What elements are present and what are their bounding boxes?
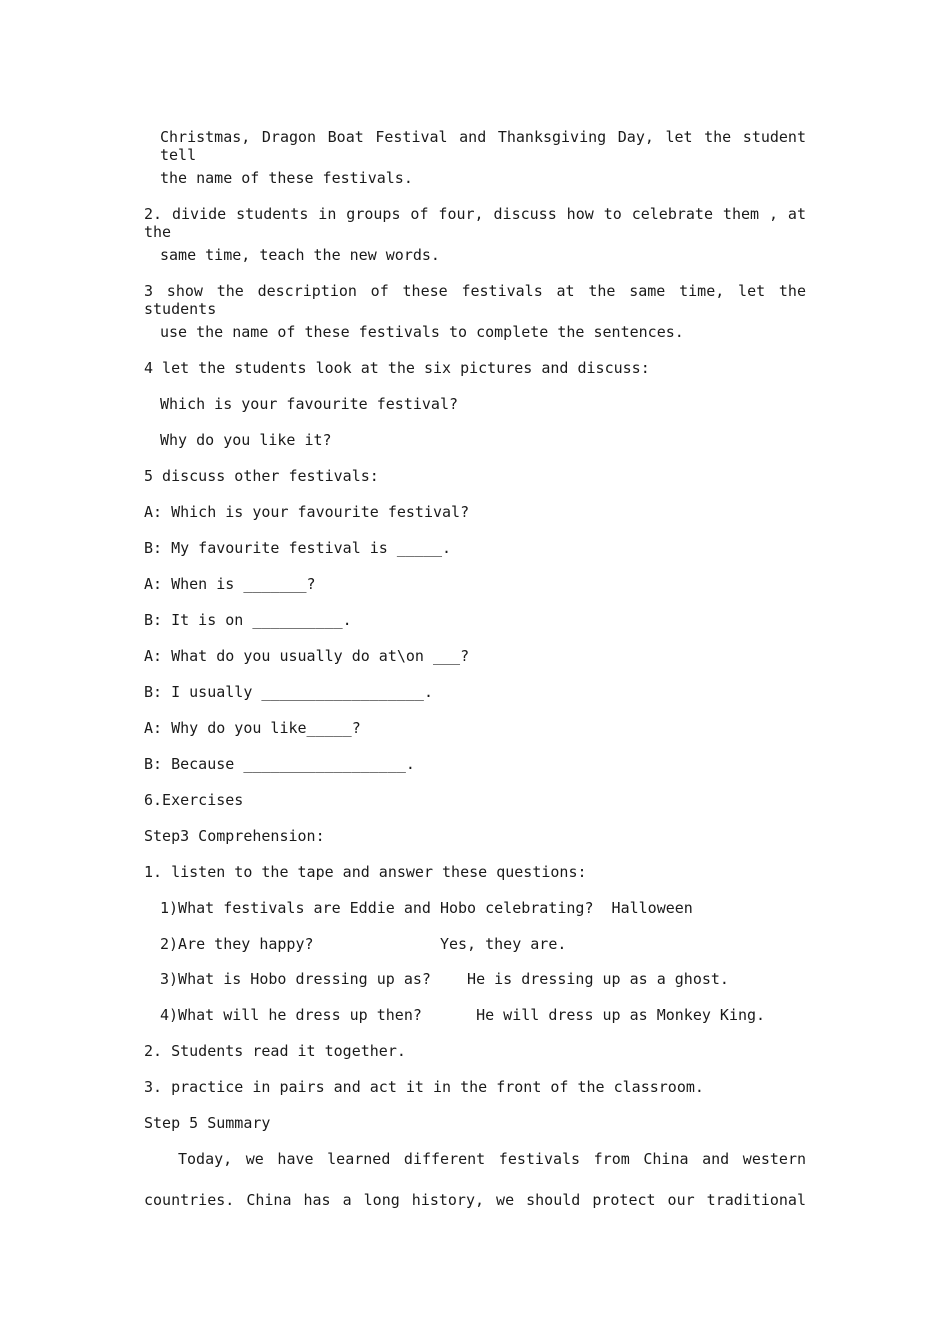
text-line: countries. China has a long history, we should protect our traditional — [144, 1191, 806, 1209]
text-line: 5 discuss other festivals: — [144, 467, 379, 485]
text-line: Which is your favourite festival? — [160, 395, 459, 413]
text-line: 2)Are they happy? Yes, they are. — [160, 935, 567, 953]
text-line: 1. listen to the tape and answer these questions: — [144, 863, 587, 881]
text-line: 2. Students read it together. — [144, 1042, 406, 1060]
text-line: 4 let the students look at the six pictures and discuss: — [144, 359, 650, 377]
text-line: Why do you like it? — [160, 431, 332, 449]
text-line: Step3 Comprehension: — [144, 827, 325, 845]
text-line: 4)What will he dress up then? He will dress up as Monkey King. — [160, 1006, 766, 1024]
text-line: A: Which is your favourite festival? — [144, 503, 470, 521]
text-line: 3 show the description of these festivals at the same time, let the students — [144, 282, 806, 318]
text-line: use the name of these festivals to complete the sentences. — [160, 323, 684, 341]
text-line: B: I usually __________________. — [144, 683, 433, 701]
text-line: Today, we have learned different festivals from China and western — [178, 1150, 806, 1168]
text-line: Step 5 Summary — [144, 1114, 271, 1132]
text-line: A: When is _______? — [144, 575, 316, 593]
text-line: the name of these festivals. — [160, 169, 413, 187]
text-line: same time, teach the new words. — [160, 246, 440, 264]
text-line: 1)What festivals are Eddie and Hobo celebrating? Halloween — [160, 899, 693, 917]
text-line: 6.Exercises — [144, 791, 244, 809]
text-line: 3)What is Hobo dressing up as? He is dressing up as a ghost. — [160, 970, 729, 988]
text-line: A: What do you usually do at\on ___? — [144, 647, 470, 665]
text-line: A: Why do you like_____? — [144, 719, 361, 737]
text-line: 2. divide students in groups of four, discuss how to celebrate them , at the — [144, 205, 806, 241]
text-line: 3. practice in pairs and act it in the front of the classroom. — [144, 1078, 704, 1096]
text-line: B: It is on __________. — [144, 611, 352, 629]
text-line: Christmas, Dragon Boat Festival and Thanksgiving Day, let the student tell — [160, 128, 806, 164]
text-line: B: My favourite festival is _____. — [144, 539, 452, 557]
text-line: B: Because __________________. — [144, 755, 415, 773]
